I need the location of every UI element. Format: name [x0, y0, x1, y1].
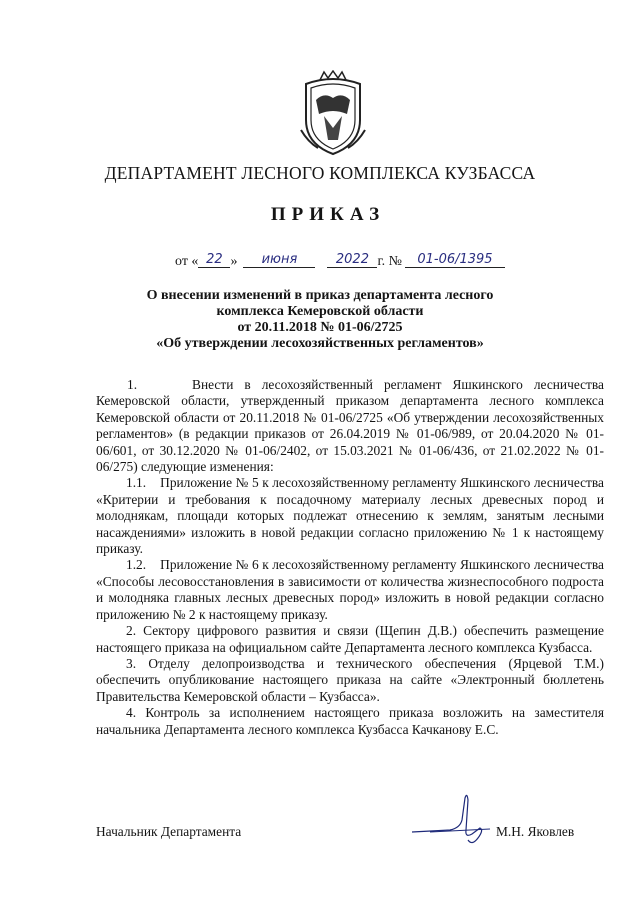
paragraph-3: 3. Отделу делопроизводства и технического обеспечения (Ярцевой Т.М.) обеспечить опубликование настоящего приказа на сайте «Электронный бюллетень Правительства Кемеровской области – Кузбасса». — [96, 655, 604, 704]
order-body — [96, 377, 604, 738]
title-line-4: «Об утверждении лесохозяйственных регламентов» — [156, 336, 484, 351]
date-month: июня — [243, 252, 315, 268]
handwritten-signature — [410, 790, 500, 850]
date-number-line — [175, 254, 505, 270]
department-name: ДЕПАРТАМЕНТ ЛЕСНОГО КОМПЛЕКСА КУЗБАССА — [104, 163, 536, 183]
paragraph-2: 2. Сектору цифрового развития и связи (Щепин Д.В.) обеспечить размещение настоящего приказа на официальном сайте Департамента лесного комплекса Кузбасса. — [96, 623, 604, 655]
paragraph-4: 4. Контроль за исполнением настоящего приказа возложить на заместителя начальника Департамента лесного комплекса Кузбасса Качканову Е.С. — [96, 705, 604, 737]
date-day: 22 — [198, 252, 230, 268]
order-number: 01-06/1395 — [405, 252, 505, 268]
title-line-1: О внесении изменений в приказ департамента лесного — [146, 288, 494, 303]
title-line-2: комплекса Кемеровской области — [216, 304, 424, 319]
signatory-name: М.Н. Яковлев — [496, 824, 575, 839]
date-prefix: от « — [175, 254, 199, 269]
date-year: 2022 — [327, 252, 377, 268]
paragraph-1-1: 1.1. Приложение № 5 к лесохозяйственному регламенту Яшкинского лесничества «Критерии и требования к посадочному материалу лесных древесных пород и молоднякам, площади которых подлежат отнесению к землям, занятым лесными насаждениями» изложить в новой редакции согласно приложению № 1 к настоящему приказу. — [96, 475, 604, 557]
order-title — [80, 288, 560, 352]
number-label: № — [388, 254, 402, 269]
coat-of-arms-emblem — [298, 70, 368, 156]
paragraph-1-2: 1.2. Приложение № 6 к лесохозяйственному регламенту Яшкинского лесничества «Способы лесовосстановления в зависимости от количества жизнеспособного подроста и молодняка главных лесных древесных пород» изложить в новой редакции согласно приложению № 2 к настоящему приказу. — [96, 557, 604, 622]
paragraph-1: 1. Внести в лесохозяйственный регламент Яшкинского лесничества Кемеровской области, утвержденный приказом департамента лесного комплекса Кемеровской области от 20.11.2018 № 01-06/2725 «Об утверждении лесохозяйственных регламентов» (в редакции приказов от 26.04.2019 № 01-06/989, от 20.04.2020 № 01-06/601, от 30.12.2020 № 01-06/2402, от 15.03.2021 № 01-06/436, от 21.02.2022 № 01-06/275) следующие изменения: — [96, 377, 604, 475]
signatory-position: Начальник Департамента — [96, 824, 242, 839]
date-year-suffix: г. — [377, 254, 386, 269]
date-sep: » — [230, 254, 238, 269]
document-type: ПРИКАЗ — [270, 204, 386, 225]
title-line-3: от 20.11.2018 № 01-06/2725 — [237, 320, 403, 335]
